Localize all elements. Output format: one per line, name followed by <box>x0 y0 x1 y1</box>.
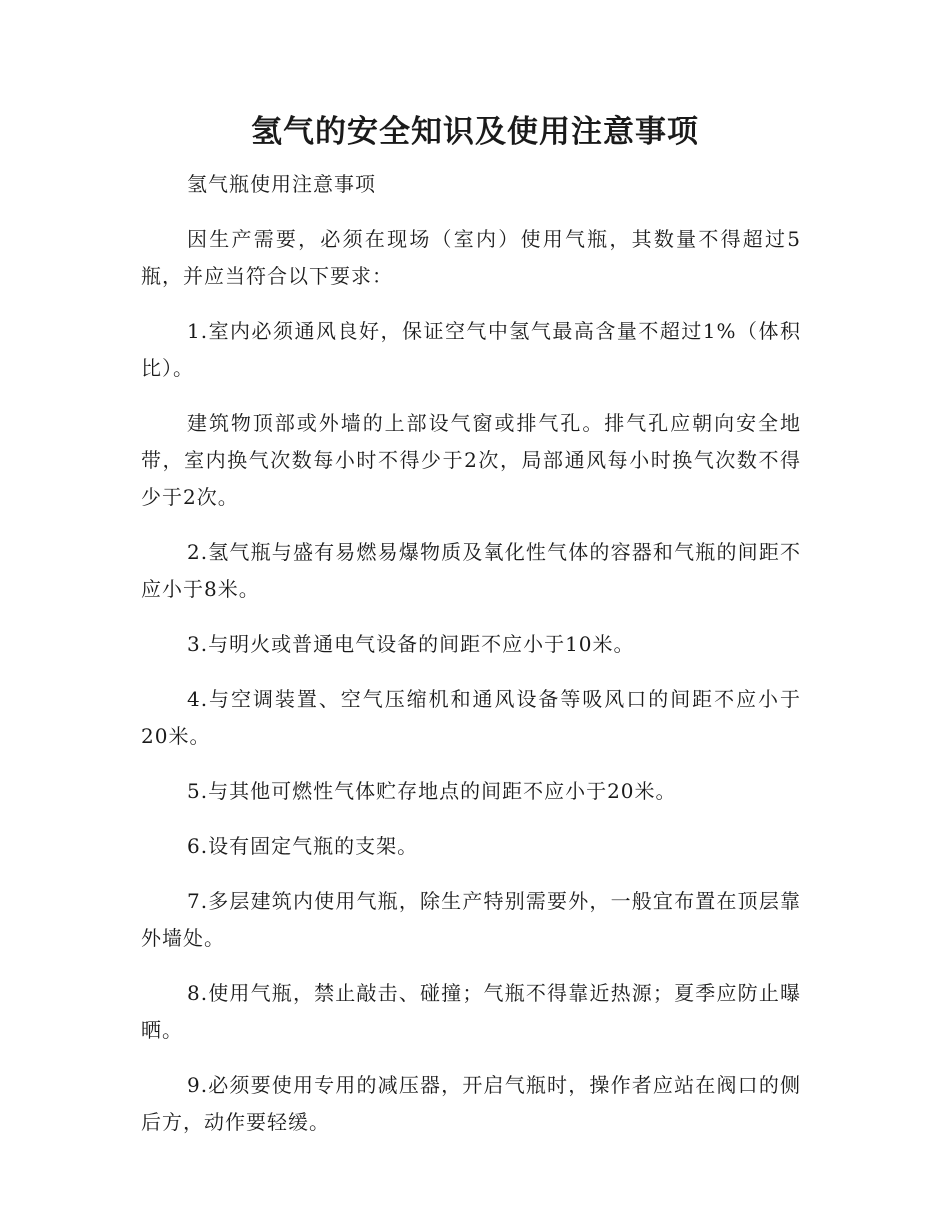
paragraph-item-4: 4.与空调装置、空气压缩机和通风设备等吸风口的间距不应小于20米。 <box>141 687 801 748</box>
paragraph-item-9: 9.必须要使用专用的减压器，开启气瓶时，操作者应站在阀口的侧后方，动作要轻缓。 <box>141 1073 801 1134</box>
paragraph-item-2: 2.氢气瓶与盛有易燃易爆物质及氧化性气体的容器和气瓶的间距不应小于8米。 <box>141 540 801 601</box>
paragraph-item-6: 6.设有固定气瓶的支架。 <box>187 834 419 858</box>
paragraph-item-7: 7.多层建筑内使用气瓶，除生产特别需要外，一般宜布置在顶层靠外墙处。 <box>141 889 801 950</box>
paragraph-item-3: 3.与明火或普通电气设备的间距不应小于10米。 <box>187 632 635 656</box>
document-body <box>141 166 801 1159</box>
paragraph-intro: 因生产需要，必须在现场（室内）使用气瓶，其数量不得超过5瓶，并应当符合以下要求： <box>141 227 801 288</box>
paragraph-item-5: 5.与其他可燃性气体贮存地点的间距不应小于20米。 <box>187 779 677 803</box>
document-title: 氢气的安全知识及使用注意事项 <box>251 114 699 150</box>
paragraph-item-1-detail: 建筑物顶部或外墙的上部设气窗或排气孔。排气孔应朝向安全地带，室内换气次数每小时不得少于2次，局部通风每小时换气次数不得少于2次。 <box>141 411 801 509</box>
paragraph-section-heading: 氢气瓶使用注意事项 <box>187 172 376 196</box>
paragraph-item-8: 8.使用气瓶，禁止敲击、碰撞；气瓶不得靠近热源；夏季应防止曝晒。 <box>141 981 801 1042</box>
paragraph-item-1: 1.室内必须通风良好，保证空气中氢气最高含量不超过1%（体积比）。 <box>141 319 801 380</box>
